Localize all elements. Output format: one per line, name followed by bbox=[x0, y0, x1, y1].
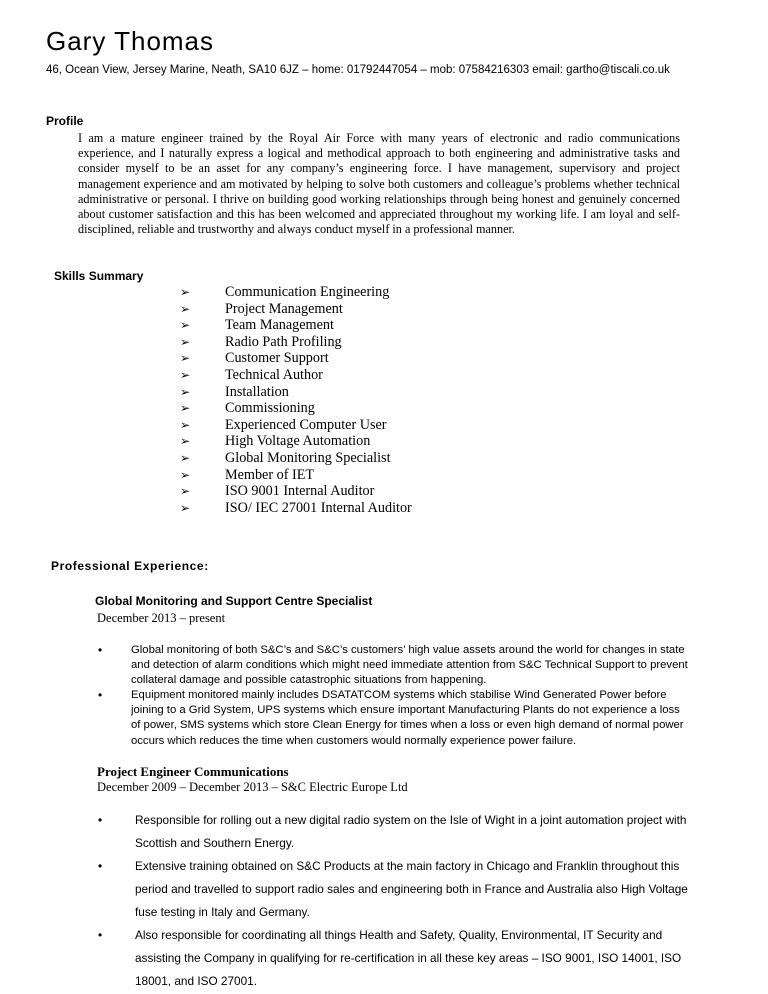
bullet-dot-icon: • bbox=[98, 928, 103, 942]
list-item: • Global monitoring of both S&C’s and S&C’s customers’ high value assets around the world for changes in state and detection of alarm conditions which might need immediate attention from S&C Technical Support to prevent collateral damage and possible catastrophic situations from happening. bbox=[98, 643, 688, 687]
arrow-bullet-icon: ➢ bbox=[180, 318, 191, 333]
skills-list bbox=[180, 284, 412, 516]
arrow-bullet-icon: ➢ bbox=[180, 467, 191, 482]
skill-item: ➢ Team Management bbox=[180, 317, 334, 334]
job-title: Project Engineer Communications bbox=[97, 764, 289, 779]
contact-line: 46, Ocean View, Jersey Marine, Neath, SA10 6JZ – home: 01792447054 – mob: 07584216303 email: gartho@tiscali.co.uk bbox=[46, 64, 670, 76]
skill-item: ➢ Member of IET bbox=[180, 466, 315, 483]
bullet-dot-icon: • bbox=[98, 688, 103, 703]
arrow-bullet-icon: ➢ bbox=[180, 334, 191, 349]
job-title: Global Monitoring and Support Centre Specialist bbox=[95, 594, 373, 608]
list-item: • Equipment monitored mainly includes DSATATCOM systems which stabilise Wind Generated Power before joining to a Grid System, UPS systems which ensure important Manufacturing Plants do not experience a loss of power, SMS systems which store Clean Energy for times when a loss or even high demand of normal power occurs which reduces the time when customers would normally experience power failure. bbox=[98, 688, 684, 747]
skill-item: ➢ Radio Path Profiling bbox=[180, 333, 342, 350]
profile-heading: Profile bbox=[46, 114, 84, 128]
arrow-bullet-icon: ➢ bbox=[180, 417, 191, 432]
skill-item: ➢ Customer Support bbox=[180, 350, 329, 367]
skill-item: ➢ High Voltage Automation bbox=[180, 433, 371, 450]
job-dates: December 2013 – present bbox=[97, 611, 226, 625]
arrow-bullet-icon: ➢ bbox=[180, 301, 191, 316]
skill-item: ➢ Project Management bbox=[180, 300, 343, 317]
arrow-bullet-icon: ➢ bbox=[180, 367, 191, 382]
skills-heading: Skills Summary bbox=[54, 269, 144, 283]
arrow-bullet-icon: ➢ bbox=[180, 500, 191, 515]
skill-item: ➢ Installation bbox=[180, 383, 289, 400]
skill-item: ➢ ISO/ IEC 27001 Internal Auditor bbox=[180, 499, 412, 516]
job-dates: December 2009 – December 2013 – S&C Electric Europe Ltd bbox=[97, 780, 408, 794]
list-item: • Also responsible for coordinating all things Health and Safety, Quality, Environmental, IT Security and assisting the Company in qualifying for re-certification in all these key areas – ISO 9001, ISO 14001, ISO 18001, and ISO 27001. bbox=[98, 924, 690, 993]
arrow-bullet-icon: ➢ bbox=[180, 434, 191, 449]
job-bullets bbox=[98, 643, 690, 749]
skill-item: ➢ Global Monitoring Specialist bbox=[180, 449, 391, 466]
job-bullets bbox=[98, 809, 690, 993]
skill-item: ➢ Commissioning bbox=[180, 400, 315, 417]
arrow-bullet-icon: ➢ bbox=[180, 401, 191, 416]
list-item: • Responsible for rolling out a new digital radio system on the Isle of Wight in a joint automation project with Scottish and Southern Energy. bbox=[98, 809, 690, 855]
arrow-bullet-icon: ➢ bbox=[180, 351, 191, 366]
skill-item: ➢ ISO 9001 Internal Auditor bbox=[180, 483, 375, 500]
skill-item: ➢ Experienced Computer User bbox=[180, 416, 387, 433]
profile-text: I am a mature engineer trained by the Royal Air Force with many years of electronic and radio communications experience, and I naturally express a logical and methodical approach to both engineering and administrative tasks and consider myself to be an asset for any company’s engineering force. I have management, supervisory and project management experience and am motivated by helping to solve both customers and colleague’s problems whether technical administrative or personal. I thrive on building good working relationships through being honest and genuinely concerned about customer satisfaction and this has been welcomed and appreciated throughout my working life. I am loyal and self-disciplined, reliable and trustworthy and always conduct myself in a professional manner. bbox=[78, 131, 680, 237]
bullet-dot-icon: • bbox=[98, 859, 103, 873]
candidate-name: Gary Thomas bbox=[46, 26, 215, 56]
experience-heading: Professional Experience: bbox=[51, 559, 209, 573]
list-item: • Extensive training obtained on S&C Products at the main factory in Chicago and Franklin throughout this period and travelled to support radio sales and engineering both in France and Australia also High Voltage fuse testing in Italy and Germany. bbox=[98, 855, 690, 924]
skill-item: ➢ Communication Engineering bbox=[180, 284, 390, 300]
arrow-bullet-icon: ➢ bbox=[180, 450, 191, 465]
arrow-bullet-icon: ➢ bbox=[180, 484, 191, 499]
bullet-dot-icon: • bbox=[98, 643, 103, 657]
arrow-bullet-icon: ➢ bbox=[180, 285, 191, 299]
arrow-bullet-icon: ➢ bbox=[180, 384, 191, 399]
skill-item: ➢ Technical Author bbox=[180, 366, 323, 383]
bullet-dot-icon: • bbox=[98, 813, 103, 827]
